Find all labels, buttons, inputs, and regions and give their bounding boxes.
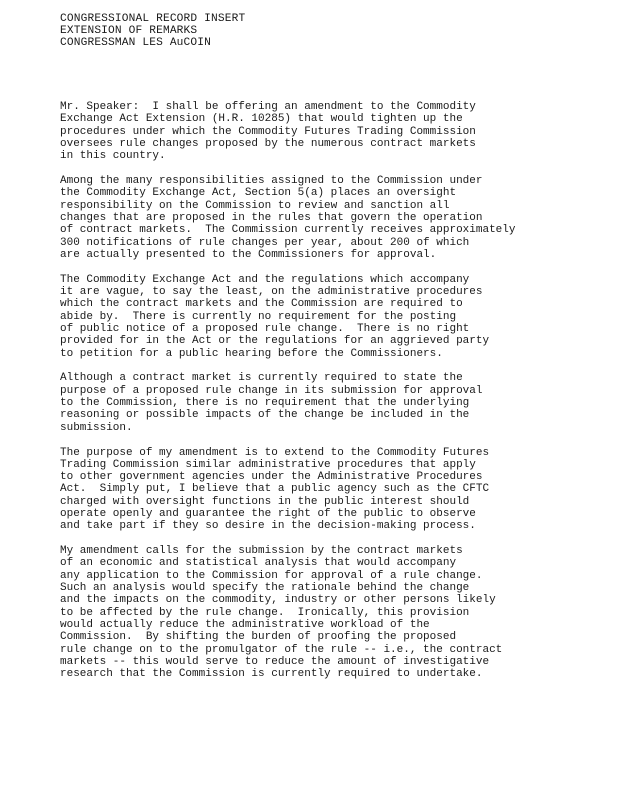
text-line: any application to the Commission for approval of a rule change. [60, 569, 483, 582]
text-line: The purpose of my amendment is to extend to the Commodity Futures [60, 446, 490, 459]
paragraph [60, 372, 610, 433]
text-line: which the contract markets and the Commission are required to [60, 298, 463, 311]
text-line: of contract markets. The Commission currently receives approximately [60, 224, 516, 237]
document-header [60, 13, 245, 49]
text-line: changes that are proposed in the rules that govern the operation [60, 211, 483, 224]
text-line: Such an analysis would specify the rationale behind the change [60, 582, 470, 595]
paragraph [60, 175, 610, 261]
document-body [60, 101, 610, 693]
text-line: submission. [60, 421, 133, 434]
text-line: charged with oversight functions in the public interest should [60, 495, 470, 508]
header-line: CONGRESSIONAL RECORD INSERT [60, 13, 246, 25]
text-line: procedures under which the Commodity Futures Trading Commission [60, 125, 476, 138]
text-line: provided for in the Act or the regulations for an aggrieved party [60, 335, 490, 348]
text-line: of public notice of a proposed rule change. There is no right [60, 322, 470, 335]
text-line: My amendment calls for the submission by the contract markets [60, 545, 463, 558]
text-line: Among the many responsibilities assigned to the Commission under [60, 175, 483, 188]
text-line: would actually reduce the administrative workload of the [60, 618, 430, 631]
paragraph [60, 274, 610, 360]
text-line: rule change on to the promulgator of the rule -- i.e., the contract [60, 643, 503, 656]
text-line: purpose of a proposed rule change in its submission for approval [60, 384, 483, 397]
text-line: Although a contract market is currently required to state the [60, 372, 463, 385]
text-line: are actually presented to the Commissioners for approval. [60, 248, 437, 261]
paragraph [60, 447, 610, 533]
text-line: Exchange Act Extension (H.R. 10285) that would tighten up the [60, 113, 463, 126]
paragraph [60, 545, 610, 680]
text-line: to the Commission, there is no requirement that the underlying [60, 397, 470, 410]
paragraph [60, 101, 610, 162]
text-line: to petition for a public hearing before the Commissioners. [60, 347, 443, 360]
text-line: responsibility on the Commission to review and sanction all [60, 199, 450, 212]
text-line: 300 notifications of rule changes per year, about 200 of which [60, 236, 470, 249]
text-line: Commission. By shifting the burden of proofing the proposed [60, 631, 457, 644]
text-line: of an economic and statistical analysis that would accompany [60, 557, 457, 570]
text-line: Trading Commission similar administrative procedures that apply [60, 458, 476, 471]
header-line: CONGRESSMAN LES AuCOIN [60, 37, 211, 49]
text-line: Mr. Speaker: I shall be offering an amendment to the Commodity [60, 101, 476, 113]
text-line: abide by. There is currently no requirement for the posting [60, 310, 457, 323]
text-line: it are vague, to say the least, on the administrative procedures [60, 286, 483, 299]
text-line: oversees rule changes proposed by the numerous contract markets [60, 137, 476, 150]
text-line: to be affected by the rule change. Ironically, this provision [60, 606, 470, 619]
text-line: Act. Simply put, I believe that a public agency such as the CFTC [60, 483, 490, 496]
text-line: and the impacts on the commodity, industry or other persons likely [60, 594, 496, 607]
text-line: reasoning or possible impacts of the change be included in the [60, 409, 470, 422]
text-line: in this country. [60, 150, 166, 163]
text-line: operate openly and guarantee the right of the public to observe [60, 507, 476, 520]
text-line: The Commodity Exchange Act and the regulations which accompany [60, 273, 470, 286]
text-line: and take part if they so desire in the decision-making process. [60, 520, 476, 533]
text-line: research that the Commission is currently required to undertake. [60, 668, 483, 681]
text-line: markets -- this would serve to reduce the amount of investigative [60, 655, 490, 668]
header-line: EXTENSION OF REMARKS [60, 25, 198, 37]
text-line: the Commodity Exchange Act, Section 5(a) places an oversight [60, 187, 457, 200]
text-line: to other government agencies under the Administrative Procedures [60, 471, 483, 484]
